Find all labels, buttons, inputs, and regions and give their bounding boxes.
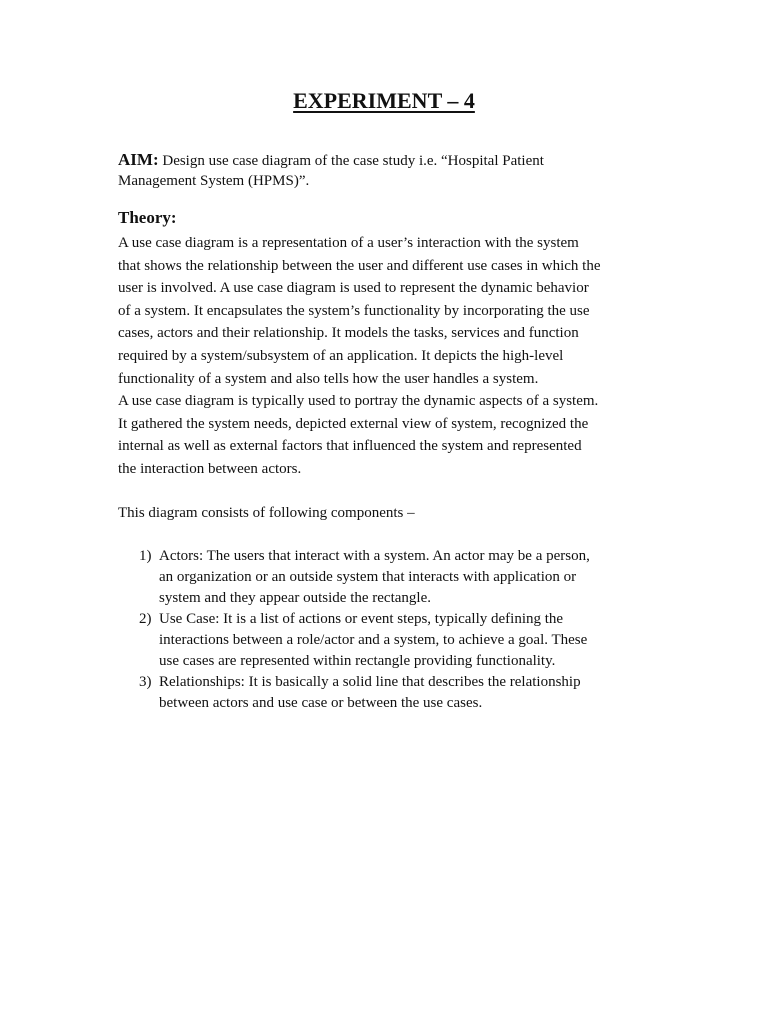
page-title [0,87,768,115]
list-item-relationships [118,672,658,714]
aim-label: AIM: [118,150,159,169]
theory-line: required by a system/subsystem of an application. It depicts the high-level [118,347,564,364]
theory-line: cases, actors and their relationship. It models the tasks, services and function [118,325,579,342]
theory-line: A use case diagram is a representation of a user’s interaction with the system [118,235,579,251]
list-item-line: Actors: The users that interact with a system. An actor may be a person, [159,548,590,564]
list-item-number: 3) [139,674,152,690]
theory-line: of a system. It encapsulates the system’s functionality by incorporating the use [118,302,590,319]
theory-line: that shows the relationship between the user and different use cases in which the [118,257,601,274]
theory-line: user is involved. A use case diagram is used to represent the dynamic behavior [118,280,589,297]
list-item-number: 2) [139,611,152,627]
components-list [118,546,658,714]
theory-heading: Theory: [118,208,177,227]
list-item-line: Use Case: It is a list of actions or event steps, typically defining the [159,611,564,627]
aim-text-line-1: Design use case diagram of the case study i.e. “Hospital Patient [162,153,544,169]
theory-line: internal as well as external factors that influenced the system and represented [118,438,582,455]
list-item-number: 1) [139,548,152,564]
theory-line: functionality of a system and also tells how the user handles a system. [118,370,539,387]
list-item-use-case [118,609,658,672]
aim-paragraph [118,150,638,191]
list-item-actors [118,546,658,609]
list-item-line: use cases are represented within rectangle providing functionality. [159,653,556,669]
list-item-line: an organization or an outside system that interacts with application or [159,569,577,585]
list-item-line: Relationships: It is basically a solid line that describes the relationship [159,674,581,690]
components-intro: This diagram consists of following components – [118,505,415,521]
theory-line: the interaction between actors. [118,460,302,477]
list-item-line: interactions between a role/actor and a system, to achieve a goal. These [159,632,588,648]
list-item-line: system and they appear outside the rectangle. [159,590,431,606]
list-item-line: between actors and use case or between the use cases. [159,695,483,711]
theory-line: A use case diagram is typically used to portray the dynamic aspects of a system. [118,393,599,410]
page-title-text: EXPERIMENT – 4 [293,88,475,113]
theory-line: It gathered the system needs, depicted external view of system, recognized the [118,415,589,432]
theory-paragraph [118,232,658,481]
aim-text-line-2: Management System (HPMS)”. [118,173,310,189]
